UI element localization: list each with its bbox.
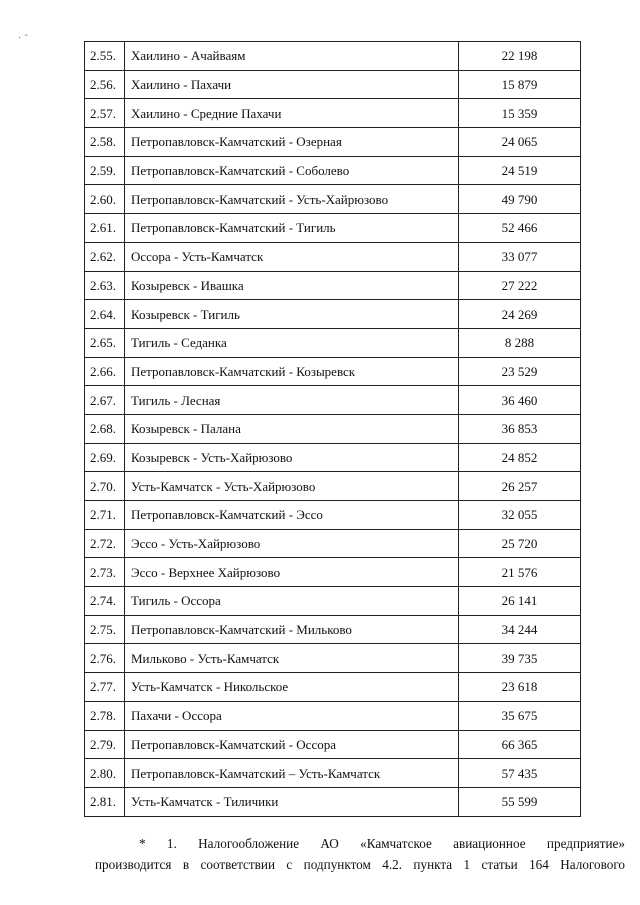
table-row: [85, 443, 581, 472]
route-value: 24 519: [459, 156, 581, 185]
row-number: 2.74.: [85, 587, 125, 616]
table-row: [85, 501, 581, 530]
route-value: 15 879: [459, 70, 581, 99]
row-number: 2.77.: [85, 673, 125, 702]
table-row: [85, 271, 581, 300]
table-row: [85, 730, 581, 759]
route-value: 52 466: [459, 214, 581, 243]
table-row: [85, 615, 581, 644]
row-number: 2.57.: [85, 99, 125, 128]
route-name: Оссора - Усть-Камчатск: [125, 242, 459, 271]
route-name: Петропавловск-Камчатский - Озерная: [125, 128, 459, 157]
table-row: [85, 787, 581, 816]
route-name: Тигиль - Лесная: [125, 386, 459, 415]
route-value: 23 529: [459, 357, 581, 386]
table-row: [85, 472, 581, 501]
footnote: [95, 833, 625, 875]
table-row: [85, 673, 581, 702]
route-value: 39 735: [459, 644, 581, 673]
table-row: [85, 214, 581, 243]
route-value: 15 359: [459, 99, 581, 128]
table-row: [85, 701, 581, 730]
route-name: Козыревск - Ивашка: [125, 271, 459, 300]
footnote-line-2: производится в соответствии с подпунктом 4.2. пункта 1 статьи 164 Налогового: [95, 857, 625, 872]
route-name: Усть-Камчатск - Усть-Хайрюзово: [125, 472, 459, 501]
route-name: Хаилино - Пахачи: [125, 70, 459, 99]
route-name: Петропавловск-Камчатский - Соболево: [125, 156, 459, 185]
route-value: 66 365: [459, 730, 581, 759]
row-number: 2.61.: [85, 214, 125, 243]
row-number: 2.66.: [85, 357, 125, 386]
route-name: Хаилино - Ачайваям: [125, 42, 459, 71]
row-number: 2.73.: [85, 558, 125, 587]
route-name: Петропавловск-Камчатский - Оссора: [125, 730, 459, 759]
row-number: 2.63.: [85, 271, 125, 300]
row-number: 2.72.: [85, 529, 125, 558]
route-name: Петропавловск-Камчатский - Козыревск: [125, 357, 459, 386]
route-name: Петропавловск-Камчатский - Усть-Хайрюзово: [125, 185, 459, 214]
route-name: Тигиль - Оссора: [125, 587, 459, 616]
route-name: Козыревск - Тигиль: [125, 300, 459, 329]
table-row: [85, 357, 581, 386]
table-row: [85, 328, 581, 357]
route-name: Усть-Камчатск - Тиличики: [125, 787, 459, 816]
row-number: 2.76.: [85, 644, 125, 673]
footnote-line-1: * 1. Налогообложение АО «Камчатское авиационное предприятие»: [139, 836, 625, 851]
table-row: [85, 42, 581, 71]
row-number: 2.68.: [85, 414, 125, 443]
route-value: 26 257: [459, 472, 581, 501]
table-row: [85, 386, 581, 415]
route-name: Тигиль - Седанка: [125, 328, 459, 357]
table-row: [85, 242, 581, 271]
row-number: 2.78.: [85, 701, 125, 730]
route-name: Эссо - Верхнее Хайрюзово: [125, 558, 459, 587]
route-value: 25 720: [459, 529, 581, 558]
table-body: [85, 42, 581, 817]
route-value: 24 269: [459, 300, 581, 329]
route-name: Козыревск - Палана: [125, 414, 459, 443]
table-row: [85, 70, 581, 99]
route-name: Усть-Камчатск - Никольское: [125, 673, 459, 702]
route-value: 24 852: [459, 443, 581, 472]
row-number: 2.80.: [85, 759, 125, 788]
route-name: Петропавловск-Камчатский - Мильково: [125, 615, 459, 644]
route-tariff-table: [84, 41, 581, 817]
route-value: 49 790: [459, 185, 581, 214]
table-row: [85, 587, 581, 616]
route-value: 22 198: [459, 42, 581, 71]
table-row: [85, 99, 581, 128]
row-number: 2.58.: [85, 128, 125, 157]
row-number: 2.65.: [85, 328, 125, 357]
row-number: 2.81.: [85, 787, 125, 816]
route-value: 23 618: [459, 673, 581, 702]
stray-mark: . -: [18, 30, 28, 41]
row-number: 2.64.: [85, 300, 125, 329]
route-name: Мильково - Усть-Камчатск: [125, 644, 459, 673]
route-value: 21 576: [459, 558, 581, 587]
route-name: Петропавловск-Камчатский – Усть-Камчатск: [125, 759, 459, 788]
table-row: [85, 300, 581, 329]
route-value: 27 222: [459, 271, 581, 300]
table-row: [85, 185, 581, 214]
row-number: 2.59.: [85, 156, 125, 185]
route-value: 57 435: [459, 759, 581, 788]
route-value: 34 244: [459, 615, 581, 644]
row-number: 2.69.: [85, 443, 125, 472]
row-number: 2.60.: [85, 185, 125, 214]
route-value: 33 077: [459, 242, 581, 271]
row-number: 2.55.: [85, 42, 125, 71]
table-row: [85, 529, 581, 558]
row-number: 2.70.: [85, 472, 125, 501]
route-value: 55 599: [459, 787, 581, 816]
route-value: 26 141: [459, 587, 581, 616]
route-name: Петропавловск-Камчатский - Тигиль: [125, 214, 459, 243]
route-value: 24 065: [459, 128, 581, 157]
route-name: Хаилино - Средние Пахачи: [125, 99, 459, 128]
row-number: 2.79.: [85, 730, 125, 759]
row-number: 2.56.: [85, 70, 125, 99]
route-name: Эссо - Усть-Хайрюзово: [125, 529, 459, 558]
route-value: 8 288: [459, 328, 581, 357]
row-number: 2.67.: [85, 386, 125, 415]
table-row: [85, 414, 581, 443]
table-row: [85, 759, 581, 788]
table-row: [85, 128, 581, 157]
table-row: [85, 644, 581, 673]
route-value: 32 055: [459, 501, 581, 530]
route-value: 35 675: [459, 701, 581, 730]
route-name: Петропавловск-Камчатский - Эссо: [125, 501, 459, 530]
row-number: 2.71.: [85, 501, 125, 530]
route-name: Пахачи - Оссора: [125, 701, 459, 730]
row-number: 2.62.: [85, 242, 125, 271]
row-number: 2.75.: [85, 615, 125, 644]
table-row: [85, 156, 581, 185]
route-value: 36 853: [459, 414, 581, 443]
table-row: [85, 558, 581, 587]
route-name: Козыревск - Усть-Хайрюзово: [125, 443, 459, 472]
route-value: 36 460: [459, 386, 581, 415]
